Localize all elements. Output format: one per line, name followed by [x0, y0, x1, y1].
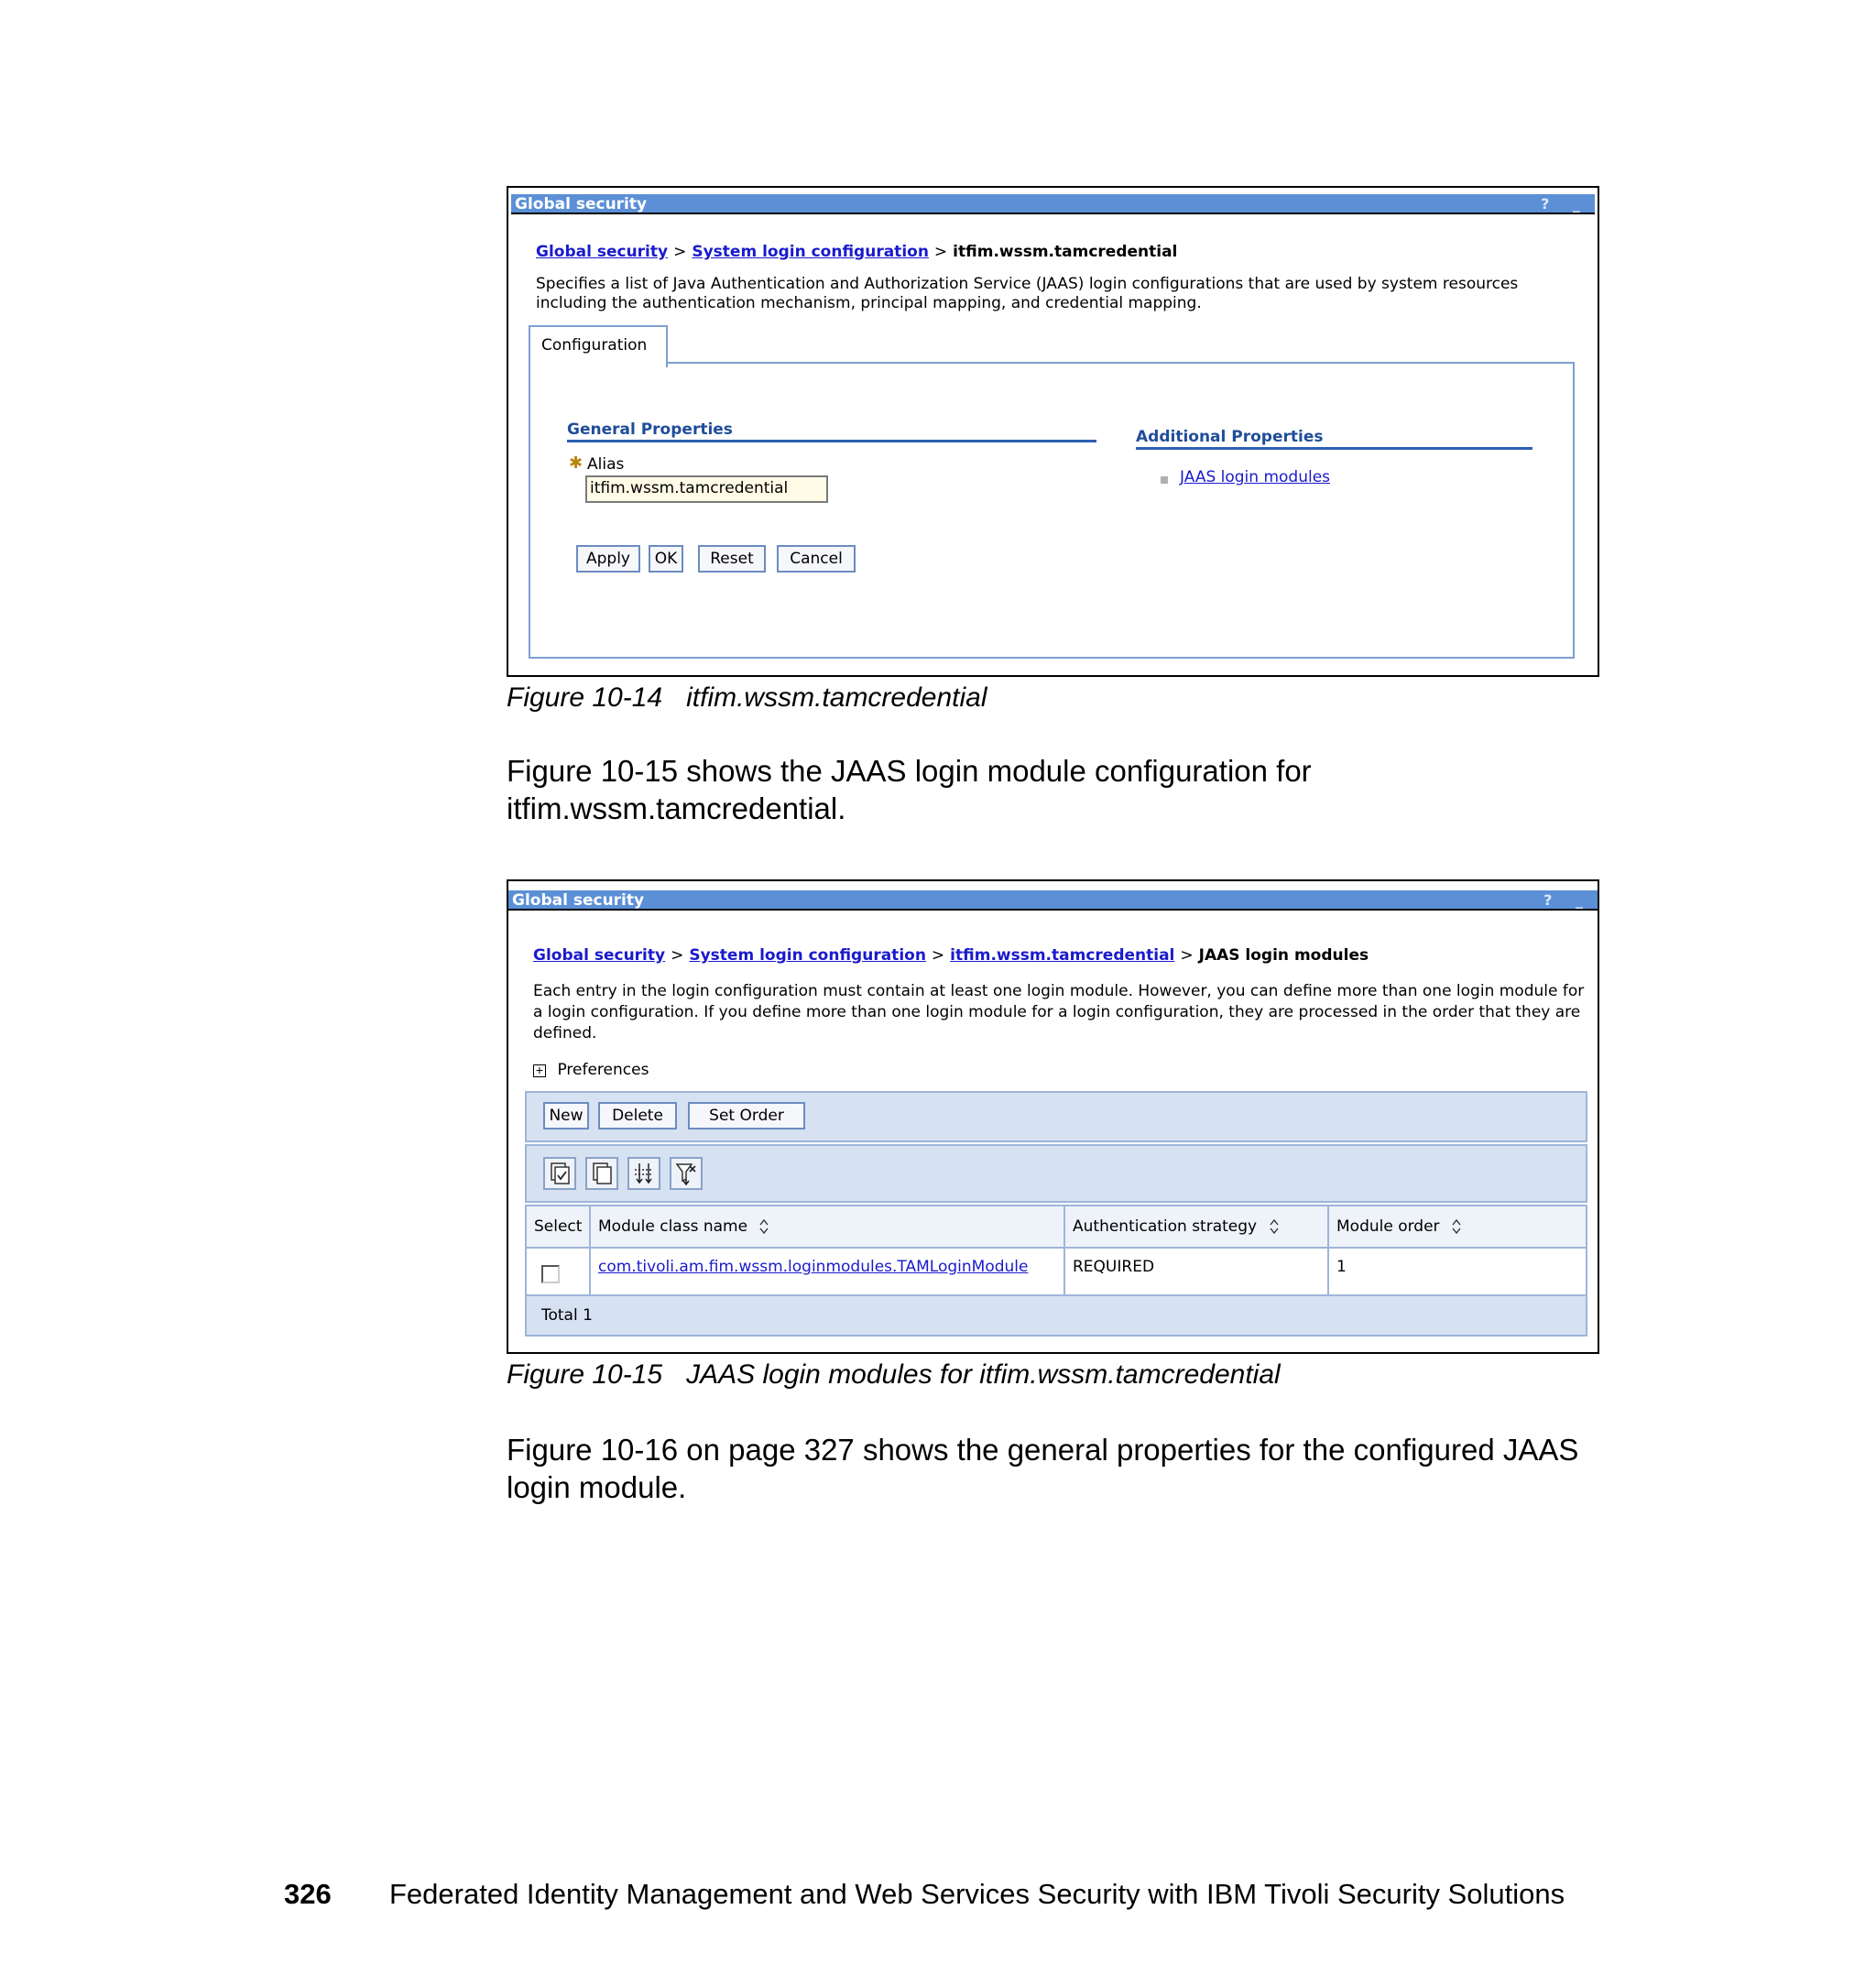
- window-title: Global security: [515, 195, 648, 213]
- caption-text: JAAS login modules for itfim.wssm.tamcredential: [686, 1359, 1281, 1390]
- cancel-button[interactable]: Cancel: [777, 545, 856, 573]
- breadcrumb-current: JAAS login modules: [1198, 946, 1369, 965]
- breadcrumb-link-system-login-configuration[interactable]: System login configuration: [692, 243, 929, 261]
- column-header-select: Select: [527, 1206, 591, 1247]
- breadcrumb: Global security > System login configuration > itfim.wssm.tamcredential > JAAS login modules: [533, 946, 1369, 965]
- additional-properties-title: Additional Properties: [1136, 428, 1324, 446]
- login-modules-table: [525, 1205, 1587, 1296]
- table-row: [527, 1249, 1586, 1296]
- window-controls[interactable]: ? _: [1541, 195, 1589, 213]
- action-button-bar: [525, 1091, 1587, 1142]
- select-all-icon[interactable]: [543, 1157, 576, 1190]
- book-title: Federated Identity Management and Web Services Security with IBM Tivoli Security Solutions: [389, 1878, 1565, 1910]
- expand-filter-icon[interactable]: [627, 1157, 660, 1190]
- preferences-label: Preferences: [557, 1061, 649, 1079]
- auth-strategy-cell: REQUIRED: [1065, 1249, 1329, 1296]
- page-footer: [284, 1878, 332, 1911]
- clear-filter-icon[interactable]: [670, 1157, 703, 1190]
- breadcrumb: Global security > System login configuration > itfim.wssm.tamcredential: [536, 243, 1178, 261]
- table-footer: [525, 1294, 1587, 1337]
- general-properties-rule: [567, 440, 1096, 442]
- page-description: Specifies a list of Java Authentication and Authorization Service (JAAS) login configurations that are used by system resources including the authentication mechanism, principal mapping, and credential mapping.: [536, 275, 1519, 312]
- figure-10-14-screenshot: [507, 186, 1599, 677]
- body-paragraph-1: Figure 10-15 shows the JAAS login module configuration for itfim.wssm.tamcredential.: [507, 754, 1312, 825]
- expand-plus-icon: +: [533, 1064, 546, 1077]
- window-controls[interactable]: ? _: [1543, 891, 1592, 909]
- reset-button[interactable]: Reset: [698, 545, 766, 573]
- preferences-toggle[interactable]: [533, 1061, 649, 1079]
- breadcrumb-link-global-security[interactable]: Global security: [533, 946, 666, 965]
- breadcrumb-link-system-login-configuration[interactable]: System login configuration: [689, 946, 926, 965]
- sort-arrows-icon[interactable]: [1270, 1218, 1279, 1235]
- row-select-cell: [527, 1249, 591, 1296]
- jaas-login-modules-link[interactable]: JAAS login modules: [1180, 468, 1331, 486]
- caption-text: itfim.wssm.tamcredential: [686, 682, 987, 713]
- column-header-module-class-name[interactable]: Module class name: [591, 1206, 1065, 1247]
- alias-label: Alias: [587, 455, 625, 474]
- new-button[interactable]: New: [543, 1102, 589, 1129]
- figure-10-14-caption: [507, 682, 987, 714]
- row-checkbox[interactable]: [541, 1265, 560, 1283]
- module-order-cell: 1: [1329, 1249, 1586, 1296]
- figure-10-15-screenshot: [507, 879, 1599, 1354]
- column-header-authentication-strategy[interactable]: Authentication strategy: [1065, 1206, 1329, 1247]
- tab-configuration-label: Configuration: [541, 336, 648, 355]
- page-number: 326: [284, 1878, 332, 1910]
- tab-configuration[interactable]: [529, 325, 668, 367]
- window-titlebar: [508, 890, 1598, 911]
- window-title: Global security: [512, 891, 645, 910]
- caption-number: Figure 10-14: [507, 682, 663, 713]
- breadcrumb-current: itfim.wssm.tamcredential: [953, 243, 1178, 261]
- apply-button[interactable]: Apply: [576, 545, 640, 573]
- body-paragraph-2: Figure 10-16 on page 327 shows the general properties for the configured JAAS login module.: [507, 1433, 1579, 1504]
- module-class-link[interactable]: com.tivoli.am.fim.wssm.loginmodules.TAMLoginModule: [598, 1258, 1029, 1276]
- figure-10-15-caption: [507, 1359, 1281, 1391]
- column-header-module-order[interactable]: Module order: [1329, 1206, 1586, 1247]
- page-description: Each entry in the login configuration must contain at least one login module. However, you can define more than one login module for a login configuration. If you define more than one login module for a login configuration, they are processed in the order that they are defined.: [533, 982, 1585, 1042]
- table-total: Total 1: [541, 1306, 593, 1325]
- breadcrumb-link-itfim-wssm-tamcredential[interactable]: itfim.wssm.tamcredential: [950, 946, 1175, 965]
- bullet-icon: [1161, 476, 1168, 484]
- additional-properties-rule: [1136, 447, 1532, 450]
- window-titlebar: [511, 194, 1595, 214]
- tab-panel: [529, 362, 1575, 659]
- sort-arrows-icon[interactable]: [1452, 1218, 1461, 1235]
- breadcrumb-link-global-security[interactable]: Global security: [536, 243, 669, 261]
- alias-input[interactable]: itfim.wssm.tamcredential: [585, 475, 828, 503]
- sort-arrows-icon[interactable]: [759, 1218, 769, 1235]
- general-properties-title: General Properties: [567, 420, 733, 439]
- module-class-cell: [591, 1249, 1065, 1296]
- deselect-all-icon[interactable]: [585, 1157, 618, 1190]
- set-order-button[interactable]: Set Order: [688, 1102, 805, 1129]
- caption-number: Figure 10-15: [507, 1359, 663, 1390]
- ok-button[interactable]: OK: [649, 545, 683, 573]
- table-toolbar: [525, 1144, 1587, 1203]
- delete-button[interactable]: Delete: [598, 1102, 677, 1129]
- required-star-icon: ✱: [569, 453, 584, 472]
